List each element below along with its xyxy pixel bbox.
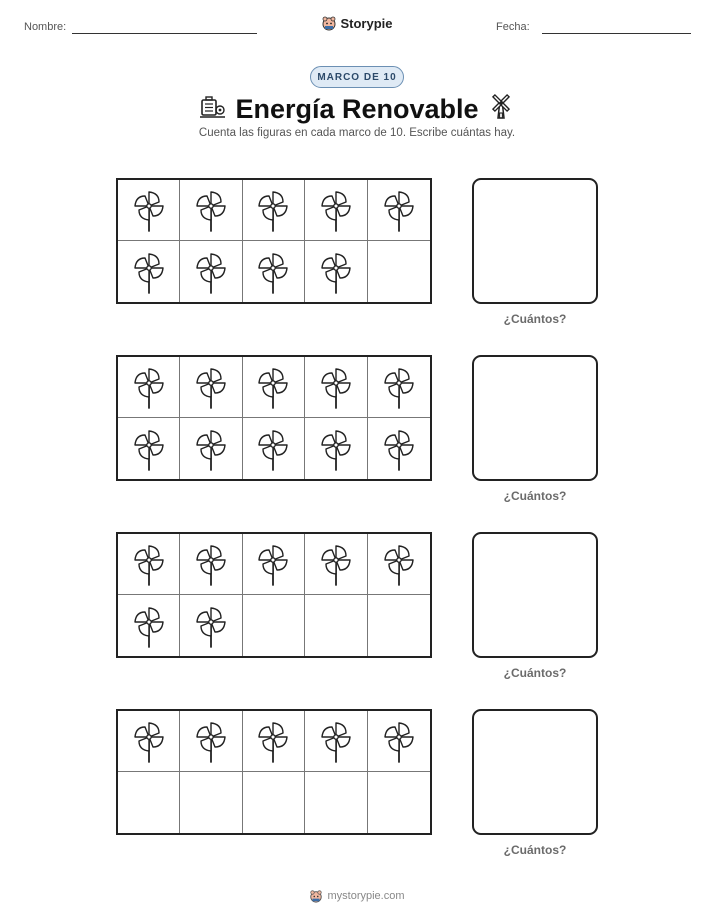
frame-cell [368, 357, 430, 418]
frame-cell [368, 180, 430, 241]
pinwheel-icon [130, 426, 168, 472]
pinwheel-icon [192, 364, 230, 410]
frame-cell [118, 595, 180, 656]
worksheet-type-badge: MARCO DE 10 [310, 66, 404, 88]
pinwheel-icon [130, 187, 168, 233]
ten-frame-2 [116, 355, 432, 481]
pinwheel-icon [130, 249, 168, 295]
answer-box-1[interactable] [472, 178, 598, 304]
pinwheel-icon [254, 718, 292, 764]
frame-cell [305, 180, 367, 241]
pinwheel-icon [192, 426, 230, 472]
frame-cell [305, 595, 367, 656]
frame-cell [368, 711, 430, 772]
frame-cell [243, 595, 305, 656]
frame-cell [118, 418, 180, 479]
storypie-mascot-icon [309, 889, 323, 903]
footer-url: mystorypie.com [327, 890, 405, 902]
pinwheel-icon [317, 364, 355, 410]
frame-cell [243, 418, 305, 479]
answer-prompt-3: ¿Cuántos? [503, 666, 567, 680]
pinwheel-icon [380, 187, 418, 233]
frame-cell [118, 241, 180, 302]
frame-cell [368, 241, 430, 302]
pinwheel-icon [192, 249, 230, 295]
frame-cell [243, 357, 305, 418]
pinwheel-icon [254, 541, 292, 587]
date-label: Fecha: [496, 21, 530, 33]
frame-cell [368, 595, 430, 656]
answer-prompt-4: ¿Cuántos? [503, 843, 567, 857]
frame-cell [243, 534, 305, 595]
frame-cell [243, 180, 305, 241]
pinwheel-icon [254, 426, 292, 472]
frame-cell [180, 241, 242, 302]
name-label: Nombre: [24, 21, 67, 33]
frame-cell [368, 534, 430, 595]
pinwheel-icon [130, 718, 168, 764]
pinwheel-icon [317, 249, 355, 295]
pinwheel-icon [380, 541, 418, 587]
pinwheel-icon [317, 718, 355, 764]
pinwheel-icon [130, 364, 168, 410]
pinwheel-icon [192, 541, 230, 587]
frame-cell [118, 711, 180, 772]
pinwheel-icon [192, 718, 230, 764]
windmill-icon [487, 92, 515, 120]
frame-cell [180, 418, 242, 479]
page-title: Energía Renovable [235, 94, 479, 124]
frame-cell [118, 534, 180, 595]
pinwheel-icon [130, 603, 168, 649]
pinwheel-icon [130, 541, 168, 587]
frame-cell [243, 772, 305, 833]
pinwheel-icon [380, 364, 418, 410]
pinwheel-icon [380, 718, 418, 764]
answer-box-4[interactable] [472, 709, 598, 835]
frame-cell [368, 772, 430, 833]
frame-cell [180, 534, 242, 595]
frame-cell [118, 357, 180, 418]
frame-cell [305, 772, 367, 833]
pinwheel-icon [254, 187, 292, 233]
answer-box-2[interactable] [472, 355, 598, 481]
frame-cell [180, 357, 242, 418]
pinwheel-icon [254, 364, 292, 410]
ten-frame-1 [116, 178, 432, 304]
brand-logo [0, 12, 714, 34]
pinwheel-icon [192, 603, 230, 649]
answer-prompt-1: ¿Cuántos? [503, 312, 567, 326]
date-line[interactable] [542, 33, 691, 34]
frame-cell [305, 711, 367, 772]
frame-cell [180, 711, 242, 772]
answer-prompt-2: ¿Cuántos? [503, 489, 567, 503]
frame-cell [368, 418, 430, 479]
frame-cell [118, 180, 180, 241]
frame-cell [305, 241, 367, 302]
ten-frame-3 [116, 532, 432, 658]
instructions: Cuenta las figuras en cada marco de 10. Escribe cuántas hay. [198, 127, 516, 139]
frame-cell [305, 534, 367, 595]
frame-cell [118, 772, 180, 833]
pinwheel-icon [192, 187, 230, 233]
answer-box-3[interactable] [472, 532, 598, 658]
footer [0, 886, 714, 906]
frame-cell [243, 711, 305, 772]
frame-cell [180, 180, 242, 241]
pinwheel-icon [317, 187, 355, 233]
frame-cell [180, 772, 242, 833]
storypie-mascot-icon [321, 15, 337, 31]
pinwheel-icon [317, 426, 355, 472]
pinwheel-icon [254, 249, 292, 295]
brand-name: Storypie [340, 15, 393, 31]
frame-cell [305, 357, 367, 418]
frame-cell [180, 595, 242, 656]
frame-cell [243, 241, 305, 302]
pinwheel-icon [317, 541, 355, 587]
ten-frame-4 [116, 709, 432, 835]
solar-battery-icon [198, 92, 226, 120]
frame-cell [305, 418, 367, 479]
pinwheel-icon [380, 426, 418, 472]
